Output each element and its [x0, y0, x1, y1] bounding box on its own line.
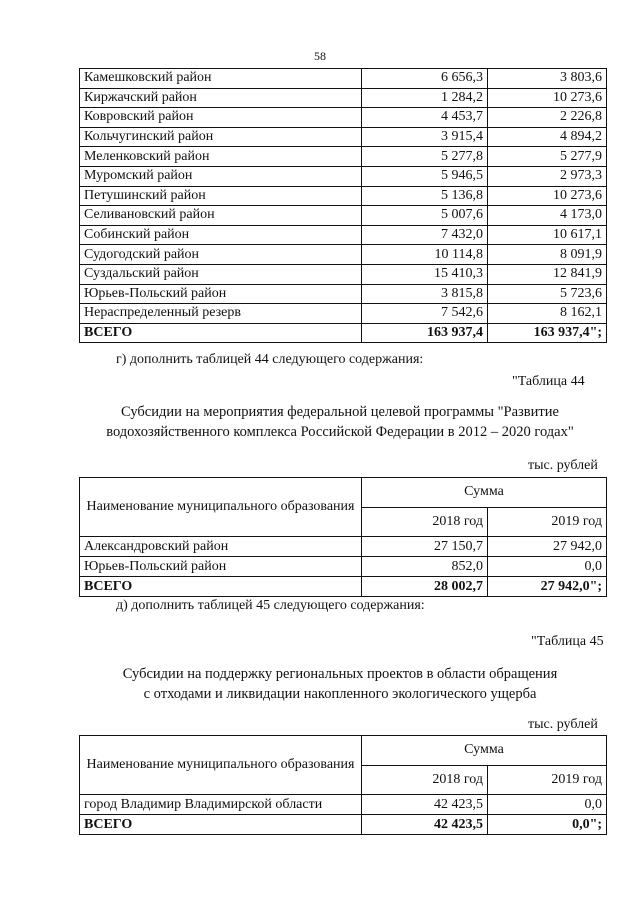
municipality-cell: Ковровский район [80, 108, 362, 128]
total-2019-cell [488, 323, 607, 343]
total-2019: 27 942,0 [540, 578, 590, 594]
table-row [80, 127, 607, 147]
table-row [80, 108, 607, 128]
table-row [80, 166, 607, 186]
table-row [80, 264, 607, 284]
table-44-header-2019: 2019 год [488, 507, 607, 537]
total-row [80, 323, 607, 343]
table-45-header-sum: Сумма [362, 736, 607, 766]
amount-2019-cell: 4 894,2 [488, 127, 607, 147]
amount-2019-cell: 5 723,6 [488, 284, 607, 304]
amount-2018-cell: 3 915,4 [362, 127, 488, 147]
instruction-d: д) дополнить таблицей 45 следующего содержания: [116, 598, 425, 613]
amount-2019-cell: 4 173,0 [488, 206, 607, 226]
municipality-cell: Суздальский район [80, 264, 362, 284]
table-44 [79, 477, 607, 597]
total-2019-cell [488, 815, 607, 835]
table-row [80, 225, 607, 245]
municipality-cell: Юрьев-Польский район [80, 557, 362, 577]
amount-2018-cell: 10 114,8 [362, 245, 488, 265]
instruction-g: г) дополнить таблицей 44 следующего содержания: [116, 352, 424, 367]
table-44-header-name: Наименование муниципального образования [80, 478, 362, 537]
table-44-header-sum: Сумма [362, 478, 607, 508]
table-row [80, 304, 607, 324]
table-row [80, 537, 607, 557]
table-44-header-2018: 2018 год [362, 507, 488, 537]
table-44-title-line-1: Субсидии на мероприятия федеральной целевой программы "Развитие [121, 404, 559, 420]
total-2018: 28 002,7 [362, 577, 488, 597]
amount-2018-cell: 27 150,7 [362, 537, 488, 557]
amount-2019-cell: 27 942,0 [488, 537, 607, 557]
table-45-header-2019: 2019 год [488, 765, 607, 795]
closing-quote-suffix: "; [589, 578, 602, 594]
total-2018: 42 423,5 [362, 815, 488, 835]
municipality-cell: Муромский район [80, 166, 362, 186]
total-row [80, 577, 607, 597]
municipality-cell: Меленковский район [80, 147, 362, 167]
amount-2019-cell: 8 091,9 [488, 245, 607, 265]
total-label: ВСЕГО [80, 323, 362, 343]
amount-2018-cell: 7 542,6 [362, 304, 488, 324]
municipality-cell: Кольчугинский район [80, 127, 362, 147]
total-2019: 0,0 [572, 816, 590, 832]
table-row [80, 88, 607, 108]
table-row [80, 245, 607, 265]
amount-2019-cell: 12 841,9 [488, 264, 607, 284]
amount-2019-cell: 0,0 [488, 795, 607, 815]
table-44-body [80, 537, 607, 597]
amount-2019-cell: 0,0 [488, 557, 607, 577]
amount-2018-cell: 4 453,7 [362, 108, 488, 128]
municipality-cell: Селивановский район [80, 206, 362, 226]
table-45-body [80, 795, 607, 835]
municipality-cell: Киржачский район [80, 88, 362, 108]
amount-2018-cell: 6 656,3 [362, 69, 488, 89]
amount-2019-cell: 10 273,6 [488, 88, 607, 108]
total-2019-cell [488, 577, 607, 597]
municipality-cell: город Владимир Владимирской области [80, 795, 362, 815]
page-number: 58 [314, 49, 326, 63]
amount-2019-cell: 2 973,3 [488, 166, 607, 186]
table-row [80, 795, 607, 815]
closing-quote-suffix: "; [589, 816, 602, 832]
municipality-cell: Александровский район [80, 537, 362, 557]
amount-2018-cell: 852,0 [362, 557, 488, 577]
table-45 [79, 735, 607, 835]
municipality-cell: Судогодский район [80, 245, 362, 265]
amount-2018-cell: 5 136,8 [362, 186, 488, 206]
municipality-cell: Юрьев-Польский район [80, 284, 362, 304]
amount-2019-cell: 10 273,6 [488, 186, 607, 206]
table-45-title-line-2: с отходами и ликвидации накопленного экологического ущерба [143, 686, 537, 702]
amount-2018-cell: 5 946,5 [362, 166, 488, 186]
amount-2019-cell: 2 226,8 [488, 108, 607, 128]
continued-table-body [80, 69, 607, 343]
total-2018: 163 937,4 [362, 323, 488, 343]
amount-2018-cell: 15 410,3 [362, 264, 488, 284]
table-row [80, 557, 607, 577]
continued-subsidy-table [79, 68, 607, 343]
table-45-label: "Таблица 45 [531, 634, 604, 649]
amount-2018-cell: 3 815,8 [362, 284, 488, 304]
table-44-label: "Таблица 44 [512, 374, 585, 389]
table-45-units: тыс. рублей [528, 717, 598, 732]
amount-2018-cell: 5 277,8 [362, 147, 488, 167]
table-row [80, 186, 607, 206]
amount-2019-cell: 5 277,9 [488, 147, 607, 167]
amount-2018-cell: 5 007,6 [362, 206, 488, 226]
table-45-header-2018: 2018 год [362, 765, 488, 795]
table-45-header-name: Наименование муниципального образования [80, 736, 362, 795]
municipality-cell: Камешковский район [80, 69, 362, 89]
closing-quote-suffix: "; [589, 325, 602, 341]
table-row [80, 206, 607, 226]
municipality-cell: Собинский район [80, 225, 362, 245]
table-row [80, 147, 607, 167]
amount-2019-cell: 3 803,6 [488, 69, 607, 89]
amount-2018-cell: 42 423,5 [362, 795, 488, 815]
amount-2018-cell: 1 284,2 [362, 88, 488, 108]
municipality-cell: Петушинский район [80, 186, 362, 206]
total-label: ВСЕГО [80, 577, 362, 597]
amount-2019-cell: 10 617,1 [488, 225, 607, 245]
municipality-cell: Нераспределенный резерв [80, 304, 362, 324]
total-row [80, 815, 607, 835]
table-row [80, 69, 607, 89]
amount-2019-cell: 8 162,1 [488, 304, 607, 324]
total-2019: 163 937,4 [533, 325, 590, 341]
amount-2018-cell: 7 432,0 [362, 225, 488, 245]
table-45-title-line-1: Субсидии на поддержку региональных проектов в области обращения [122, 666, 558, 682]
total-label: ВСЕГО [80, 815, 362, 835]
table-44-title-line-2: водохозяйственного комплекса Российской Федерации в 2012 – 2020 годах" [106, 424, 574, 440]
table-row [80, 284, 607, 304]
table-44-units: тыс. рублей [528, 458, 598, 473]
